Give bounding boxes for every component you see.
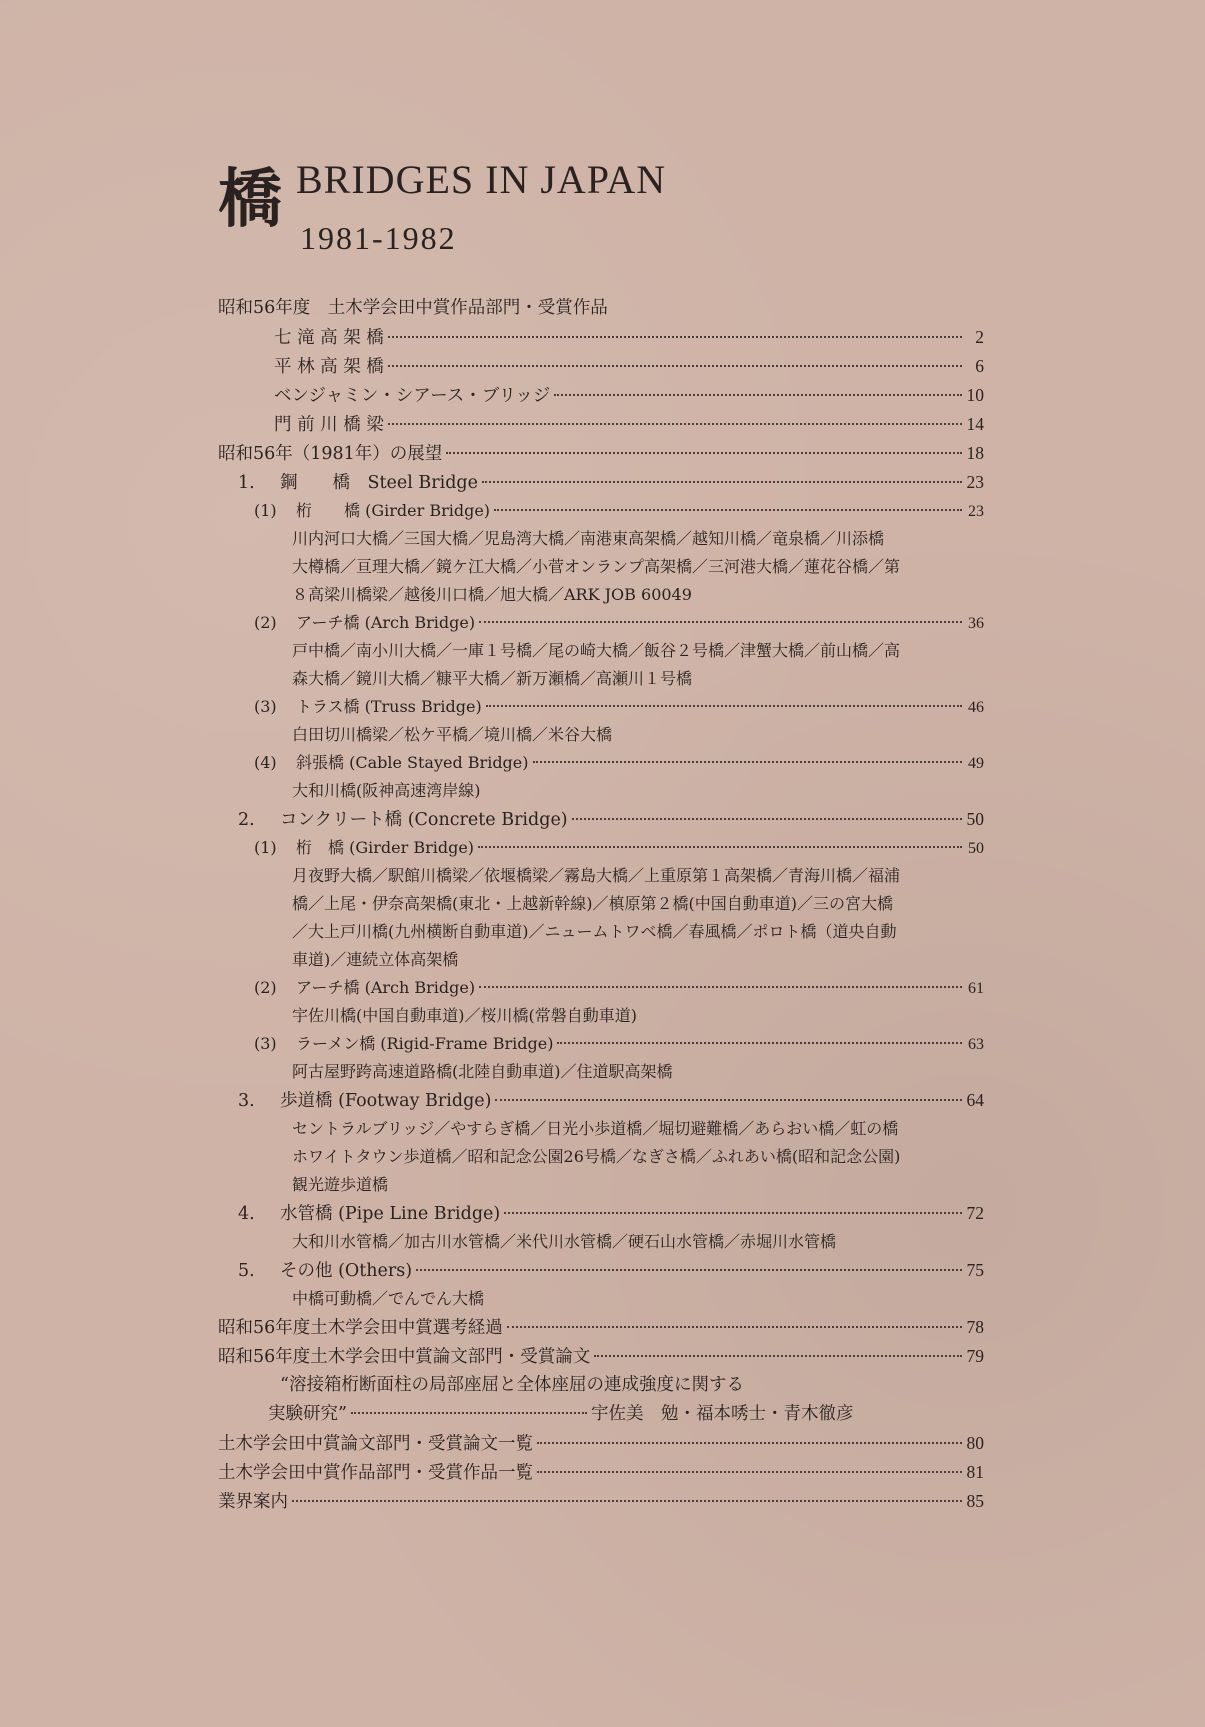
toc-label: 桁 橋 (Girder Bridge) bbox=[296, 838, 475, 857]
toc-section-others bbox=[218, 1256, 984, 1285]
section-number: 4. bbox=[238, 1204, 255, 1224]
leader-dots bbox=[446, 452, 962, 454]
list-item: 白田切川橋梁／松ケ平橋／境川橋／米谷大橋 bbox=[292, 725, 613, 744]
subsection-number: (4) bbox=[254, 753, 277, 772]
list-item: 川内河口大橋／三国大橋／児島湾大橋／南港東高架橋／越知川橋／竜泉橋／川添橋 bbox=[292, 529, 885, 548]
toc-page: 72 bbox=[966, 1203, 984, 1223]
toc-section-pipe bbox=[218, 1199, 984, 1228]
list-item: ８高梁川橋梁／越後川口橋／旭大橋／ARK JOB 60049 bbox=[292, 585, 692, 604]
toc-label: 桁 橋 (Girder Bridge) bbox=[296, 501, 491, 520]
toc-entry-selection bbox=[218, 1313, 984, 1342]
leader-dots bbox=[533, 761, 962, 763]
bridge-list bbox=[218, 862, 984, 974]
toc-page: 63 bbox=[968, 1036, 984, 1053]
bridge-list bbox=[218, 1002, 984, 1030]
toc-entry bbox=[218, 381, 984, 410]
leader-dots bbox=[351, 1412, 587, 1414]
toc-entry-paper-list bbox=[218, 1429, 984, 1458]
toc-subsection bbox=[218, 693, 984, 721]
list-item: 大樽橋／亘理大橋／鏡ケ江大橋／小菅オンランプ高架橋／三河港大橋／蓮花谷橋／第 bbox=[292, 557, 901, 576]
section-number: 2. bbox=[238, 810, 255, 830]
list-item: 森大橋／鏡川大橋／糠平大橋／新万瀬橋／高瀬川１号橋 bbox=[292, 669, 693, 688]
title-years: 1981-1982 bbox=[300, 220, 457, 256]
paper-title-end: 実験研究” bbox=[268, 1404, 347, 1424]
subsection-number: (2) bbox=[254, 613, 277, 632]
leader-dots bbox=[388, 365, 962, 367]
subsection-number: (3) bbox=[254, 1034, 277, 1053]
bridge-list bbox=[218, 525, 984, 609]
subsection-number: (2) bbox=[254, 978, 277, 997]
bridge-list bbox=[218, 1058, 984, 1086]
bridge-list bbox=[218, 1228, 984, 1256]
toc-label: コンクリート橋 (Concrete Bridge) bbox=[280, 810, 568, 830]
bridge-list bbox=[218, 721, 984, 749]
toc-label: トラス橋 (Truss Bridge) bbox=[296, 697, 482, 716]
toc-entry-paper-award bbox=[218, 1342, 984, 1371]
toc-label: 昭和56年度土木学会田中賞選考経過 bbox=[218, 1318, 503, 1338]
toc-label: 門 前 川 橋 梁 bbox=[274, 415, 384, 435]
toc-label: その他 (Others) bbox=[280, 1261, 413, 1281]
toc-label: 鋼 橋 Steel Bridge bbox=[280, 473, 478, 493]
subsection-number: (1) bbox=[254, 838, 277, 857]
leader-dots bbox=[479, 621, 962, 623]
list-item: 戸中橋／南小川大橋／一庫１号橋／尾の崎大橋／飯谷２号橋／津蟹大橋／前山橋／高 bbox=[292, 641, 901, 660]
toc-page: 14 bbox=[966, 414, 984, 434]
bridge-list bbox=[218, 1285, 984, 1313]
list-item: 橋／上尾・伊奈高架橋(東北・上越新幹線)／槙原第２橋(中国自動車道)／三の宮大橋 bbox=[292, 894, 893, 913]
leader-dots bbox=[486, 705, 962, 707]
toc-page: 6 bbox=[975, 356, 984, 376]
leader-dots bbox=[537, 1471, 962, 1473]
toc-subsection bbox=[218, 834, 984, 862]
leader-dots bbox=[388, 336, 962, 338]
toc-entry-outlook bbox=[218, 439, 984, 468]
list-item: 中橋可動橋／でんでん大橋 bbox=[292, 1289, 485, 1308]
toc-page: 50 bbox=[966, 809, 984, 829]
toc-page: 80 bbox=[966, 1433, 984, 1453]
leader-dots bbox=[479, 986, 962, 988]
toc-page: 61 bbox=[968, 980, 984, 997]
leader-dots bbox=[554, 394, 962, 396]
toc-label: 歩道橋 (Footway Bridge) bbox=[280, 1091, 492, 1111]
toc-label: 業界案内 bbox=[218, 1492, 288, 1512]
toc-page: 79 bbox=[966, 1346, 984, 1366]
toc-page: 85 bbox=[966, 1491, 984, 1511]
leader-dots bbox=[292, 1500, 962, 1502]
toc-label: 昭和56年度 土木学会田中賞作品部門・受賞作品 bbox=[218, 298, 608, 318]
list-item: セントラルブリッジ／やすらぎ橋／日光小歩道橋／堀切避難橋／あらおい橋／虹の橋 bbox=[292, 1119, 899, 1138]
page-title: BRIDGES IN JAPAN bbox=[296, 157, 667, 202]
section-number: 1. bbox=[238, 473, 255, 493]
list-item: 月夜野大橋／駅館川橋梁／依堰橋梁／霧島大橋／上重原第１高架橋／青海川橋／福浦 bbox=[292, 866, 901, 885]
list-item: 大和川水管橋／加古川水管橋／米代川水管橋／硬石山水管橋／赤堀川水管橋 bbox=[292, 1232, 837, 1251]
list-item: 観光遊歩道橋 bbox=[292, 1175, 389, 1194]
leader-dots bbox=[482, 481, 962, 483]
table-of-contents bbox=[218, 294, 984, 1516]
section-number: 5. bbox=[238, 1261, 255, 1281]
list-item: ホワイトタウン歩道橋／昭和記念公園26号橋／なぎさ橋／ふれあい橋(昭和記念公園) bbox=[292, 1147, 901, 1166]
toc-entry bbox=[218, 410, 984, 439]
toc-page: 23 bbox=[966, 472, 984, 492]
toc-label: 七 滝 高 架 橋 bbox=[274, 328, 384, 348]
toc-heading-award-works bbox=[218, 294, 984, 323]
leader-dots bbox=[494, 509, 962, 511]
leader-dots bbox=[557, 1042, 962, 1044]
toc-subsection bbox=[218, 497, 984, 525]
leader-dots bbox=[537, 1442, 962, 1444]
list-item: 宇佐川橋(中国自動車道)／桜川橋(常磐自動車道) bbox=[292, 1006, 637, 1025]
leader-dots bbox=[572, 818, 962, 820]
leader-dots bbox=[504, 1212, 962, 1214]
paper-title-line2 bbox=[218, 1400, 984, 1429]
toc-subsection bbox=[218, 749, 984, 777]
list-item: 阿古屋野跨高速道路橋(北陸自動車道)／住道駅高架橋 bbox=[292, 1062, 673, 1081]
toc-label: 昭和56年（1981年）の展望 bbox=[218, 444, 443, 464]
leader-dots bbox=[388, 423, 962, 425]
toc-label: 土木学会田中賞論文部門・受賞論文一覧 bbox=[218, 1434, 533, 1454]
leader-dots bbox=[478, 846, 962, 848]
toc-page: 10 bbox=[966, 385, 984, 405]
toc-entry-industry bbox=[218, 1487, 984, 1516]
section-number: 3. bbox=[238, 1091, 255, 1111]
toc-page: 64 bbox=[966, 1090, 984, 1110]
toc-section-steel bbox=[218, 468, 984, 497]
toc-section-footway bbox=[218, 1086, 984, 1115]
subsection-number: (1) bbox=[254, 501, 277, 520]
toc-entry bbox=[218, 323, 984, 352]
toc-page: 49 bbox=[968, 755, 984, 772]
toc-label: アーチ橋 (Arch Bridge) bbox=[296, 613, 476, 632]
bridge-list bbox=[218, 1115, 984, 1199]
bridge-list bbox=[218, 777, 984, 805]
toc-entry-works-list bbox=[218, 1458, 984, 1487]
paper-authors: 宇佐美 勉・福本唀士・青木徹彦 bbox=[590, 1404, 854, 1424]
toc-page: 36 bbox=[968, 615, 984, 632]
list-item: 大和川橋(阪神高速湾岸線) bbox=[292, 781, 481, 800]
toc-label: ラーメン橋 (Rigid-Frame Bridge) bbox=[296, 1034, 554, 1053]
toc-label: 土木学会田中賞作品部門・受賞作品一覧 bbox=[218, 1463, 533, 1483]
toc-label: 斜張橋 (Cable Stayed Bridge) bbox=[296, 753, 529, 772]
paper-title: “溶接箱桁断面柱の局部座屈と全体座屈の連成強度に関する bbox=[280, 1375, 744, 1395]
toc-subsection bbox=[218, 1030, 984, 1058]
toc-page: 81 bbox=[966, 1462, 984, 1482]
toc-section-concrete bbox=[218, 805, 984, 834]
toc-subsection bbox=[218, 609, 984, 637]
toc-entry bbox=[218, 352, 984, 381]
list-item: 車道)／連続立体高架橋 bbox=[292, 950, 459, 969]
toc-page: 2 bbox=[975, 327, 984, 347]
leader-dots bbox=[507, 1326, 962, 1328]
leader-dots bbox=[495, 1099, 962, 1101]
toc-page: 50 bbox=[968, 840, 984, 857]
toc-page: 46 bbox=[968, 699, 984, 716]
title-kanji: 橋 bbox=[218, 162, 282, 237]
toc-page: 75 bbox=[966, 1260, 984, 1280]
toc-label: アーチ橋 (Arch Bridge) bbox=[296, 978, 476, 997]
toc-subsection bbox=[218, 974, 984, 1002]
subsection-number: (3) bbox=[254, 697, 277, 716]
toc-page: 78 bbox=[966, 1317, 984, 1337]
toc-page: 23 bbox=[968, 503, 984, 520]
toc-label: ベンジャミン・シアース・ブリッジ bbox=[274, 386, 551, 406]
leader-dots bbox=[416, 1269, 962, 1271]
list-item: ／大上戸川橋(九州横断自動車道)／ニュームトワベ橋／春風橋／ポロト橋（道央自動 bbox=[292, 922, 897, 941]
toc-label: 昭和56年度土木学会田中賞論文部門・受賞論文 bbox=[218, 1347, 591, 1367]
bridge-list bbox=[218, 637, 984, 693]
toc-label: 平 林 高 架 橋 bbox=[274, 357, 384, 377]
toc-page: 18 bbox=[966, 443, 984, 463]
toc-label: 水管橋 (Pipe Line Bridge) bbox=[280, 1204, 501, 1224]
leader-dots bbox=[594, 1355, 962, 1357]
title-block bbox=[218, 157, 778, 270]
